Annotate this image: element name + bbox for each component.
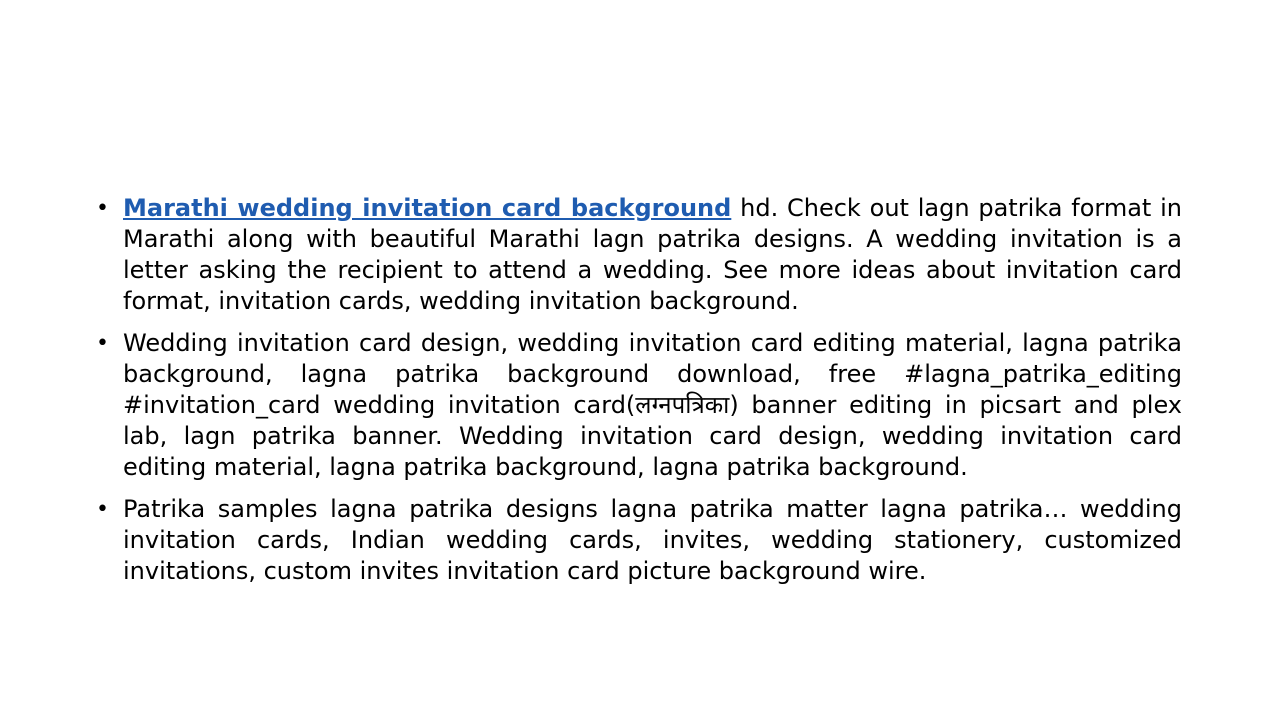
bullet-list	[96, 193, 1182, 587]
bullet-2-text: Wedding invitation card design, wedding invitation card editing material, lagna patrika background, lagna patrika background download, free #lagna_patrika_editing #invitation_card wedding invitation card(लग्नपत्रिका) banner editing in picsart and plex lab, lagn patrika banner. Wedding invitation card design, wedding invitation card editing material, lagna patrika background, lagna patrika background.	[123, 329, 1182, 481]
bullet-item-1	[96, 193, 1182, 317]
bullet-icon: •	[96, 331, 109, 356]
bullet-1-text: hd. Check out lagn patrika format in Marathi along with beautiful Marathi lagn patrika designs. A wedding invitation is a letter asking the recipient to attend a wedding. See more ideas about invitation card format, invitation cards, wedding invitation background.	[123, 194, 1182, 315]
bullet-icon: •	[96, 497, 109, 522]
bullet-item-3	[96, 494, 1182, 587]
bullet-3-text: Patrika samples lagna patrika designs lagna patrika matter lagna patrika… wedding invitation cards, Indian wedding cards, invites, wedding stationery, customized invitations, custom invites invitation card picture background wire.	[123, 495, 1182, 585]
bullet-icon: •	[96, 196, 109, 221]
marathi-wedding-card-link[interactable]: Marathi wedding invitation card background	[123, 194, 732, 222]
bullet-item-2	[96, 328, 1182, 483]
